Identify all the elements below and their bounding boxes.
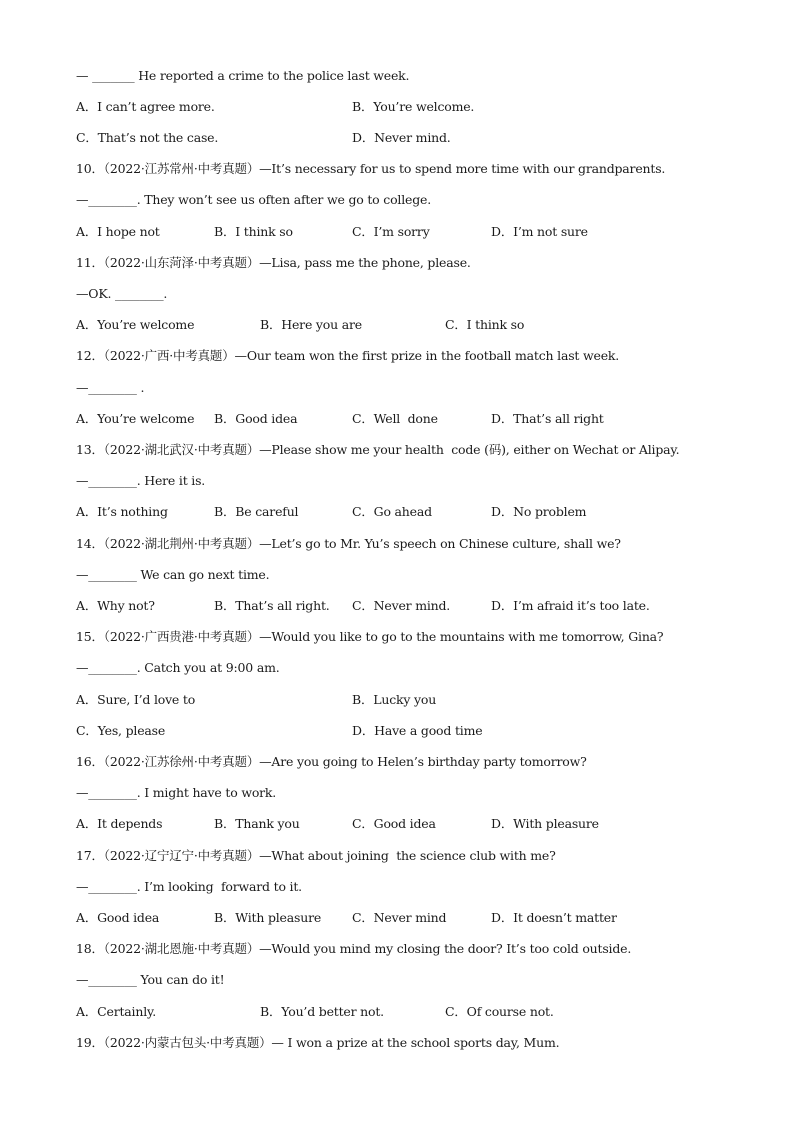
question-14-response: —________ We can go next time. — [76, 567, 270, 582]
q17-option-a: A．Good idea — [76, 910, 160, 925]
q16-option-c: C．Good idea — [352, 816, 436, 831]
q15-option-a: A．Sure, I’d love to — [76, 692, 196, 707]
q13-option-c: C．Go ahead — [352, 504, 432, 519]
q10-option-a: A．I hope not — [76, 224, 160, 239]
q11-option-a: A．You’re welcome — [76, 317, 195, 332]
question-12-prompt: 12．（2022·广西·中考真题）—Our team won the first prize in the football match last week. — [76, 348, 620, 363]
question-15-prompt: 15．（2022·广西贵港·中考真题）—Would you like to go to the mountains with me tomorrow, Gina? — [76, 629, 664, 644]
q17-option-c: C．Never mind — [352, 910, 447, 925]
question-16-prompt: 16．（2022·江苏徐州·中考真题）—Are you going to Helen’s birthday party tomorrow? — [76, 754, 587, 769]
question-11-response: —OK. ________. — [76, 286, 168, 301]
q11-option-b: B．Here you are — [260, 317, 362, 332]
q15-option-c: C．Yes, please — [76, 723, 166, 738]
q12-option-a: A．You’re welcome — [76, 411, 195, 426]
q9-option-b: B．You’re welcome. — [352, 99, 475, 114]
question-18-prompt: 18．（2022·湖北恩施·中考真题）—Would you mind my closing the door? It’s too cold outside. — [76, 941, 632, 956]
question-11-prompt: 11．（2022·山东菏泽·中考真题）—Lisa, pass me the phone, please. — [76, 255, 471, 270]
q13-option-a: A．It’s nothing — [76, 504, 168, 519]
question-15-response: —________. Catch you at 9:00 am. — [76, 660, 280, 675]
q15-option-d: D．Have a good time — [352, 723, 483, 738]
question-19-prompt: 19．（2022·内蒙古包头·中考真题）— I won a prize at the school sports day, Mum. — [76, 1035, 560, 1050]
q12-option-b: B．Good idea — [214, 411, 298, 426]
q13-option-b: B．Be careful — [214, 504, 299, 519]
q16-option-d: D．With pleasure — [491, 816, 599, 831]
q14-option-a: A．Why not? — [76, 598, 155, 613]
q18-option-b: B．You’d better not. — [260, 1004, 384, 1019]
question-13-response: —________. Here it is. — [76, 473, 206, 488]
question-18-response: —________ You can do it! — [76, 972, 225, 987]
q14-option-b: B．That’s all right. — [214, 598, 330, 613]
q17-option-b: B．With pleasure — [214, 910, 322, 925]
question-10-prompt: 10．（2022·江苏常州·中考真题）—It’s necessary for us to spend more time with our grandparents. — [76, 161, 666, 176]
q12-option-c: C．Well done — [352, 411, 438, 426]
question-9-response: — _______ He reported a crime to the police last week. — [76, 68, 410, 83]
q11-option-c: C．I think so — [445, 317, 525, 332]
question-10-response: —________. They won’t see us often after we go to college. — [76, 192, 431, 207]
q9-option-c: C．That’s not the case. — [76, 130, 219, 145]
q9-option-a: A．I can’t agree more. — [76, 99, 215, 114]
question-13-prompt: 13．（2022·湖北武汉·中考真题）—Please show me your health code (码), either on Wechat or Alipay. — [76, 442, 680, 457]
question-17-prompt: 17．（2022·辽宁辽宁·中考真题）—What about joining the science club with me? — [76, 848, 556, 863]
q16-option-b: B．Thank you — [214, 816, 300, 831]
q9-option-d: D．Never mind. — [352, 130, 451, 145]
q18-option-a: A．Certainly. — [76, 1004, 156, 1019]
q16-option-a: A．It depends — [76, 816, 163, 831]
q15-option-b: B．Lucky you — [352, 692, 437, 707]
q10-option-b: B．I think so — [214, 224, 293, 239]
question-12-response: —________ . — [76, 380, 145, 395]
q17-option-d: D．It doesn’t matter — [491, 910, 617, 925]
question-14-prompt: 14．（2022·湖北荆州·中考真题）—Let’s go to Mr. Yu’s speech on Chinese culture, shall we? — [76, 536, 621, 551]
q14-option-d: D．I’m afraid it’s too late. — [491, 598, 650, 613]
question-16-response: —________. I might have to work. — [76, 785, 277, 800]
q18-option-c: C．Of course not. — [445, 1004, 554, 1019]
q13-option-d: D．No problem — [491, 504, 587, 519]
q12-option-d: D．That’s all right — [491, 411, 604, 426]
q10-option-d: D．I’m not sure — [491, 224, 588, 239]
question-17-response: —________. I’m looking forward to it. — [76, 879, 302, 894]
q14-option-c: C．Never mind. — [352, 598, 451, 613]
q10-option-c: C．I’m sorry — [352, 224, 430, 239]
